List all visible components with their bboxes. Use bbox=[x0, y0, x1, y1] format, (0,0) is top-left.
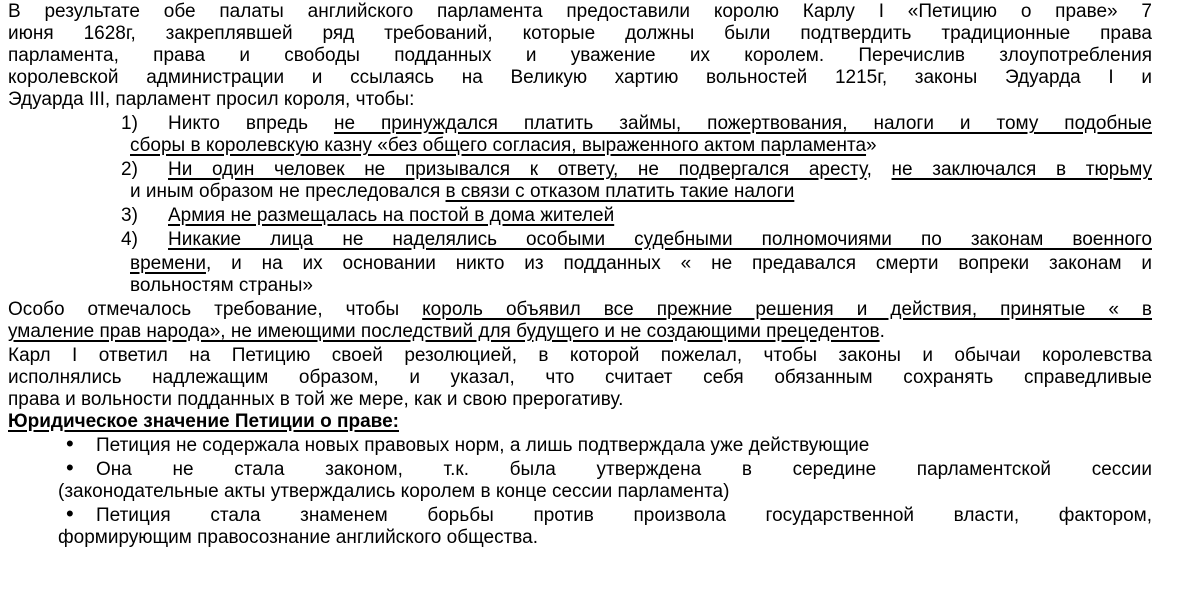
special-line-2: умаление прав народа», не имеющими последствий для будущего и не создающими прецедентов. bbox=[8, 321, 885, 342]
item-3-line-1: Армия не размещалась на постой в дома жителей bbox=[168, 205, 615, 226]
charles-line-2: исполнялись надлежащим образом, и указал, что считает себя обязанным сохранять справедливые bbox=[8, 367, 1152, 388]
charles-line-1: Карл I ответил на Петицию своей резолюцией, в которой пожелал, чтобы законы и обычаи королевства bbox=[8, 345, 1152, 366]
intro-line-2: июня 1628г, закреплявшей ряд требований, которые должны были подтвердить традиционные права bbox=[8, 23, 1152, 44]
bullet-3-dot-icon: • bbox=[66, 501, 74, 526]
item-4-number: 4) bbox=[121, 229, 138, 250]
item-1-line-1: Никто впредь не принуждался платить займы, пожертвования, налоги и тому подобные bbox=[168, 113, 1152, 134]
item-2-number: 2) bbox=[121, 159, 138, 180]
bullet-2-line-1: Она не стала законом, т.к. была утверждена в середине парламентской сессии bbox=[96, 459, 1152, 480]
item-3-number: 3) bbox=[121, 205, 138, 226]
item-4-line-1: Никакие лица не наделялись особыми судебными полномочиями по законам военного bbox=[168, 229, 1152, 250]
item-2-line-1: Ни один человек не призывался к ответу, не подвергался аресту, не заключался в тюрьму bbox=[168, 159, 1152, 180]
bullet-3-line-2: формирующим правосознание английского общества. bbox=[58, 527, 538, 548]
section-heading: Юридическое значение Петиции о праве: bbox=[8, 411, 399, 432]
item-2-line-2: и иным образом не преследовался в связи с отказом платить такие налоги bbox=[130, 181, 795, 202]
item-4-line-2: времени, и на их основании никто из подданных « не предавался смерти вопреки законам и bbox=[130, 253, 1152, 274]
charles-line-3: права и вольности подданных в той же мере, как и свою прерогативу. bbox=[8, 389, 624, 410]
item-1-line-2: сборы в королевскую казну «без общего согласия, выраженного актом парламента» bbox=[130, 135, 877, 156]
intro-line-5: Эдуарда III, парламент просил короля, чтобы: bbox=[8, 89, 415, 110]
item-4-line-3: вольностям страны» bbox=[130, 275, 313, 296]
special-line-1: Особо отмечалось требование, чтобы король объявил все прежние решения и действия, принятые « в bbox=[8, 299, 1153, 320]
bullet-1-line-1: Петиция не содержала новых правовых норм, а лишь подтверждала уже действующие bbox=[96, 435, 870, 456]
intro-line-4: королевской администрации и ссылаясь на Великую хартию вольностей 1215г, законы Эдуарда I и bbox=[8, 67, 1152, 88]
bullet-3-line-1: Петиция стала знаменем борьбы против произвола государственной власти, фактором, bbox=[96, 505, 1152, 526]
bullet-2-dot-icon: • bbox=[66, 455, 74, 480]
bullet-2-line-2: (законодательные акты утверждались королем в конце сессии парламента) bbox=[58, 481, 730, 502]
intro-line-1: В результате обе палаты английского парламента предоставили королю Карлу I «Петицию о праве» 7 bbox=[8, 1, 1152, 22]
bullet-1-dot-icon: • bbox=[66, 431, 74, 456]
intro-line-3: парламента, права и свободы подданных и уважение их королем. Перечислив злоупотребления bbox=[8, 45, 1152, 66]
item-1-number: 1) bbox=[121, 113, 138, 134]
